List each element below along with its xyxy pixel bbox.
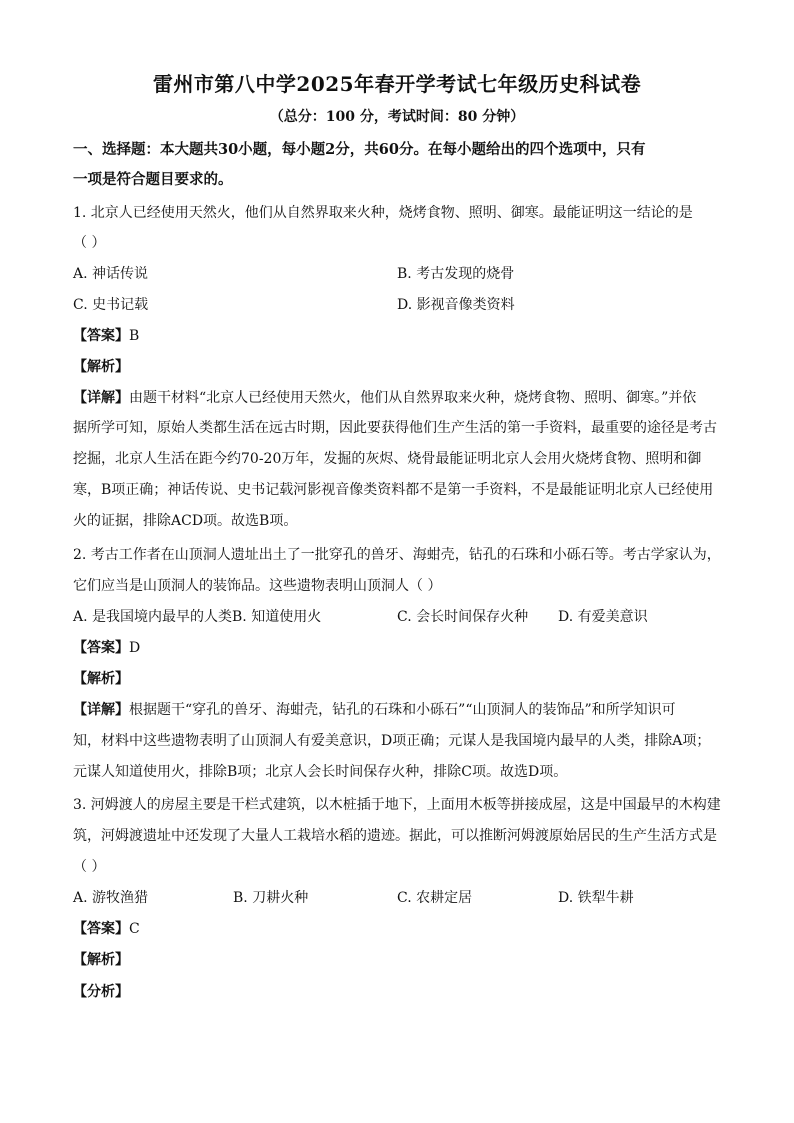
q1-stem-line1: 1. 北京人已经使用天然火，他们从自然界取来火种，烧烤食物、照明、御寒。最能证明这一结论的是 [73,205,693,221]
q1-analysis-tag [73,357,723,377]
q3-analysis-label: 【解析】 [73,952,129,968]
section-heading-line2: 一项是符合题目要求的。 [73,171,233,188]
q1-answer-tag: 【答案】 [73,328,129,344]
q3-analysis-tag [73,950,723,970]
q2-answer-tag: 【答案】 [73,640,129,656]
q1-option-d: D. 影视音像类资料 [397,297,515,313]
q3-fenxi-label: 【分析】 [73,984,129,1000]
q3-option-a: A. 游牧渔猎 [73,890,149,906]
q3-stem-line1: 3. 河姆渡人的房屋主要是干栏式建筑，以木桩插于地下，上面用木板等拼接成屋，这是中国最早的木构建 [73,797,721,813]
q1-detail-line3: 挖掘，北京人生活在距今约70-20万年，发掘的灰烬、烧骨最能证明北京人会用火烧烤食物、照明和御 [73,451,702,467]
q2-analysis-tag [73,669,723,689]
q2-analysis-label: 【解析】 [73,671,129,687]
q2-answer: D [129,640,141,656]
q2-detail-text1: 根据题干“穿孔的兽牙、海蚶壳，钻孔的石珠和小砾石”“山顶洞人的装饰品”和所学知识可 [129,702,676,718]
q1-detail-line5: 火的证据，排除ACD项。故选B项。 [73,513,298,529]
q2-stem-line1: 2. 考古工作者在山顶洞人遗址出土了一批穿孔的兽牙、海蚶壳，钻孔的石珠和小砾石等。考古学家认为， [73,547,721,563]
q1-analysis-label: 【解析】 [73,359,129,375]
q3-answer-tag: 【答案】 [73,921,129,937]
q2-detail-line2: 知，材料中这些遗物表明了山顶洞人有爱美意识，D项正确；元谋人是我国境内最早的人类，排除A项； [73,733,711,749]
q2-detail-line1 [73,700,723,720]
q2-detail-line3: 元谋人知道使用火，排除B项；北京人会长时间保存火种，排除C项。故选D项。 [73,764,568,780]
q1-detail-tag: 【详解】 [73,390,129,406]
page-subtitle: （总分：100 分，考试时间：80 分钟） [269,109,525,125]
q3-answer-line [73,919,723,939]
q1-option-a: A. 神话传说 [73,266,149,282]
q3-stem-line3: （ ） [73,859,106,875]
q2-option-ab: A. 是我国境内最早的人类B. 知道使用火 [73,609,322,625]
q1-option-c: C. 史书记载 [73,297,149,313]
q3-stem-line2: 筑，河姆渡遗址中还发现了大量人工栽培水稻的遗迹。据此，可以推断河姆渡原始居民的生产生活方式是 [73,828,717,844]
q3-answer: C [129,921,140,937]
q1-stem-line2: （ ） [73,235,106,251]
section-heading-line1: 一、选择题：本大题共30小题，每小题2分，共60分。在每小题给出的四个选项中，只有 [73,141,646,158]
q2-detail-tag: 【详解】 [73,702,129,718]
q1-answer-line [73,326,723,346]
q3-option-d: D. 铁犁牛耕 [558,890,634,906]
q3-fenxi-tag [73,982,723,1002]
q1-answer: B [129,328,140,344]
q2-option-d: D. 有爱美意识 [558,609,648,625]
q2-option-c: C. 会长时间保存火种 [397,609,529,625]
page-title: 雷州市第八中学2025年春开学考试七年级历史科试卷 [152,72,642,96]
q1-detail-line2: 据所学可知，原始人类都生活在远古时期，因此要获得他们生产生活的第一手资料，最重要的途径是考古 [73,420,717,436]
q3-option-b: B. 刀耕火种 [233,890,309,906]
q2-stem-line2: 它们应当是山顶洞人的装饰品。这些遗物表明山顶洞人（ ） [73,578,442,594]
q1-option-b: B. 考古发现的烧骨 [397,266,515,282]
q3-option-c: C. 农耕定居 [397,890,473,906]
q2-answer-line [73,638,723,658]
q1-detail-line1 [73,388,723,408]
q1-detail-text1: 由题干材料“北京人已经使用天然火，他们从自然界取来火种，烧烤食物、照明、御寒。”并依 [129,390,697,406]
q1-detail-line4: 寒，B项正确；神话传说、史书记载河影视音像类资料都不是第一手资料，不是最能证明北京人已经使用 [73,482,714,498]
